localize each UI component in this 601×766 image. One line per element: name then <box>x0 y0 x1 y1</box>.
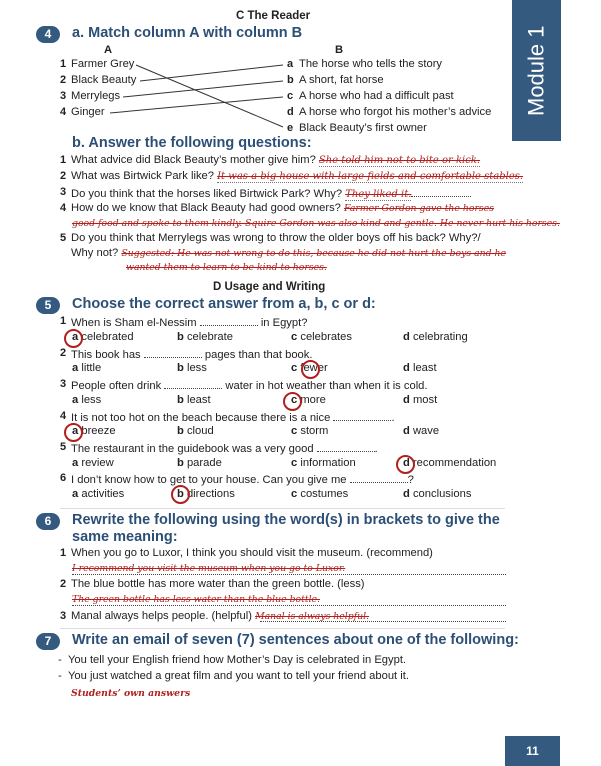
question-6-title-continued: same meaning: <box>72 529 178 545</box>
option-b[interactable]: b directions <box>177 488 235 500</box>
question-num: 1 <box>60 154 67 166</box>
match-line <box>110 97 283 113</box>
col-a-item: Merrylegs <box>71 90 121 102</box>
item-text: The restaurant in the guidebook was a very good . <box>71 443 378 455</box>
col-b-item: Black Beauty’s first owner <box>299 122 427 134</box>
question-text: What advice did Black Beauty’s mother give him? She told him not to bite or kick. <box>71 154 481 166</box>
answer-circle <box>64 423 83 442</box>
col-b-letter: d <box>287 106 294 118</box>
col-b-letter: a <box>287 58 294 70</box>
question-text-continued: Why not? Suggested: He was not wrong to do this, because he did not hurt the boys and he <box>71 247 507 259</box>
question-num: 4 <box>60 202 67 214</box>
option-c[interactable]: c more <box>291 394 326 406</box>
question-6-title: Rewrite the following using the word(s) in brackets to give the <box>72 512 500 528</box>
option-b[interactable]: b less <box>177 362 207 374</box>
item-num: 2 <box>60 578 67 590</box>
col-a-num: 3 <box>60 90 67 102</box>
question-4b-title: b. Answer the following questions: <box>72 135 312 151</box>
col-b-item: A horse who had a difficult past <box>299 90 454 102</box>
option-c[interactable]: c fewer <box>291 362 328 374</box>
answer-continued: good food and spoke to them kindly. Squire Gordon was also kind and gentle. He never hurt his horses. <box>72 218 560 229</box>
answer-continued: wanted them to learn to be kind to horses. <box>126 262 327 273</box>
question-text: How do we know that Black Beauty had good owners? Farmer Gordon gave the horses <box>71 202 494 214</box>
question-text: Do you think that Merrylegs was wrong to throw the older boys off his back? Why?/ <box>71 232 481 244</box>
option-d[interactable]: d least <box>403 362 437 374</box>
question-5-title: Choose the correct answer from a, b, c or d: <box>72 296 376 312</box>
col-b-item: The horse who tells the story <box>299 58 443 70</box>
question-num: 3 <box>60 186 67 198</box>
answer: Farmer Gordon gave the horses <box>344 203 494 214</box>
question-text: What was Birtwick Park like? It was a big house with large fields and comfortable stables. <box>71 170 524 182</box>
question-text: Do you think that the horses liked Birtwick Park? Why? They liked it. <box>71 186 471 200</box>
option-a[interactable]: a little <box>72 362 102 374</box>
question-num: 5 <box>60 232 67 244</box>
students-answer: Students’ own answers <box>71 688 191 699</box>
item-text: It is not too hot on the beach because there is a nice . <box>71 412 395 424</box>
col-a-num: 4 <box>60 106 67 118</box>
answer-line <box>260 621 506 622</box>
option-a[interactable]: a review <box>72 457 114 469</box>
module-label: Module 1 <box>523 25 549 116</box>
option-d[interactable]: d most <box>403 394 438 406</box>
option-a[interactable]: a activities <box>72 488 125 500</box>
option-b[interactable]: b least <box>177 394 211 406</box>
item-num: 1 <box>60 547 67 559</box>
option-c[interactable]: c celebrates <box>291 331 352 343</box>
answer: The green bottle has less water than the blue bottle. <box>72 594 321 605</box>
item-num: 5 <box>60 441 67 453</box>
option-d[interactable]: d celebrating <box>403 331 468 343</box>
item-text: I don’t know how to get to your house. Can you give me ? <box>71 474 414 486</box>
answer-line <box>72 562 506 575</box>
answer: I recommend you visit the museum when you go to Luxor. <box>72 563 346 574</box>
answer: Suggested: He was not wrong to do this, because he did not hurt the boys and he <box>121 248 507 259</box>
item-num: 4 <box>60 410 67 422</box>
item-text: When you go to Luxor, I think you should visit the museum. (recommend) <box>71 547 433 559</box>
item-num: 3 <box>60 378 67 390</box>
answer: Manal is always helpful. <box>255 611 370 622</box>
col-a-header: A <box>104 44 113 56</box>
col-a-num: 1 <box>60 58 67 70</box>
item-text: The blue bottle has more water than the green bottle. (less) <box>71 578 365 590</box>
col-a-item: Black Beauty <box>71 74 137 86</box>
option-d[interactable]: d wave <box>403 425 440 437</box>
answer: They liked it. <box>345 189 412 200</box>
option-a[interactable]: a breeze <box>72 425 116 437</box>
section-c-title: C The Reader <box>236 10 311 22</box>
option-b[interactable]: b cloud <box>177 425 214 437</box>
bullet-item: - You just watched a great film and you want to tell your friend about it. <box>58 670 409 682</box>
question-num: 2 <box>60 170 67 182</box>
page-number: 11 <box>505 736 560 766</box>
option-c[interactable]: c information <box>291 457 356 469</box>
question-5-badge: 5 <box>36 297 60 314</box>
question-6-badge: 6 <box>36 513 60 530</box>
match-line <box>140 65 283 81</box>
answer-circle <box>283 392 302 411</box>
answer-circle <box>301 360 320 379</box>
option-d[interactable]: d recommendation <box>403 457 497 469</box>
item-num: 6 <box>60 472 67 484</box>
option-d[interactable]: d conclusions <box>403 488 472 500</box>
option-c[interactable]: c costumes <box>291 488 349 500</box>
answer: It was a big house with large fields and comfortable stables. <box>217 171 524 182</box>
col-b-letter: e <box>287 122 294 134</box>
col-b-letter: b <box>287 74 294 86</box>
answer-line <box>72 593 506 606</box>
divider <box>60 508 505 509</box>
col-a-item: Ginger <box>71 106 105 118</box>
divider <box>60 628 505 629</box>
option-b[interactable]: b parade <box>177 457 222 469</box>
item-text: Manal always helps people. (helpful) Manal is always helpful. <box>71 610 370 622</box>
answer: She told him not to bite or kick. <box>318 155 481 166</box>
option-a[interactable]: a celebrated <box>72 331 134 343</box>
option-b[interactable]: b celebrate <box>177 331 233 343</box>
item-text: This book has pages than that book. <box>71 349 313 361</box>
col-a-item: Farmer Grey <box>71 58 135 70</box>
match-line <box>136 65 283 127</box>
option-a[interactable]: a less <box>72 394 102 406</box>
item-num: 2 <box>60 347 67 359</box>
col-b-item: A short, fat horse <box>299 74 384 86</box>
question-7-badge: 7 <box>36 633 60 650</box>
col-b-letter: c <box>287 90 294 102</box>
section-d-title: D Usage and Writing <box>213 281 326 293</box>
item-num: 3 <box>60 610 67 622</box>
item-num: 1 <box>60 315 67 327</box>
question-7-title: Write an email of seven (7) sentences about one of the following: <box>72 632 519 648</box>
answer-circle <box>64 329 83 348</box>
match-line <box>123 81 283 97</box>
item-text: When is Sham el-Nessim in Egypt? <box>71 317 308 329</box>
item-text: People often drink water in hot weather than when it is cold. <box>71 380 428 392</box>
col-b-header: B <box>335 44 344 56</box>
option-c[interactable]: c storm <box>291 425 329 437</box>
answer-circle <box>171 485 190 504</box>
question-4-badge: 4 <box>36 26 60 43</box>
col-a-num: 2 <box>60 74 67 86</box>
bullet-item: - You tell your English friend how Mother’s Day is celebrated in Egypt. <box>58 654 407 666</box>
question-4a-title: a. Match column A with column B <box>72 25 303 41</box>
col-b-item: A horse who forgot his mother’s advice <box>299 106 492 118</box>
